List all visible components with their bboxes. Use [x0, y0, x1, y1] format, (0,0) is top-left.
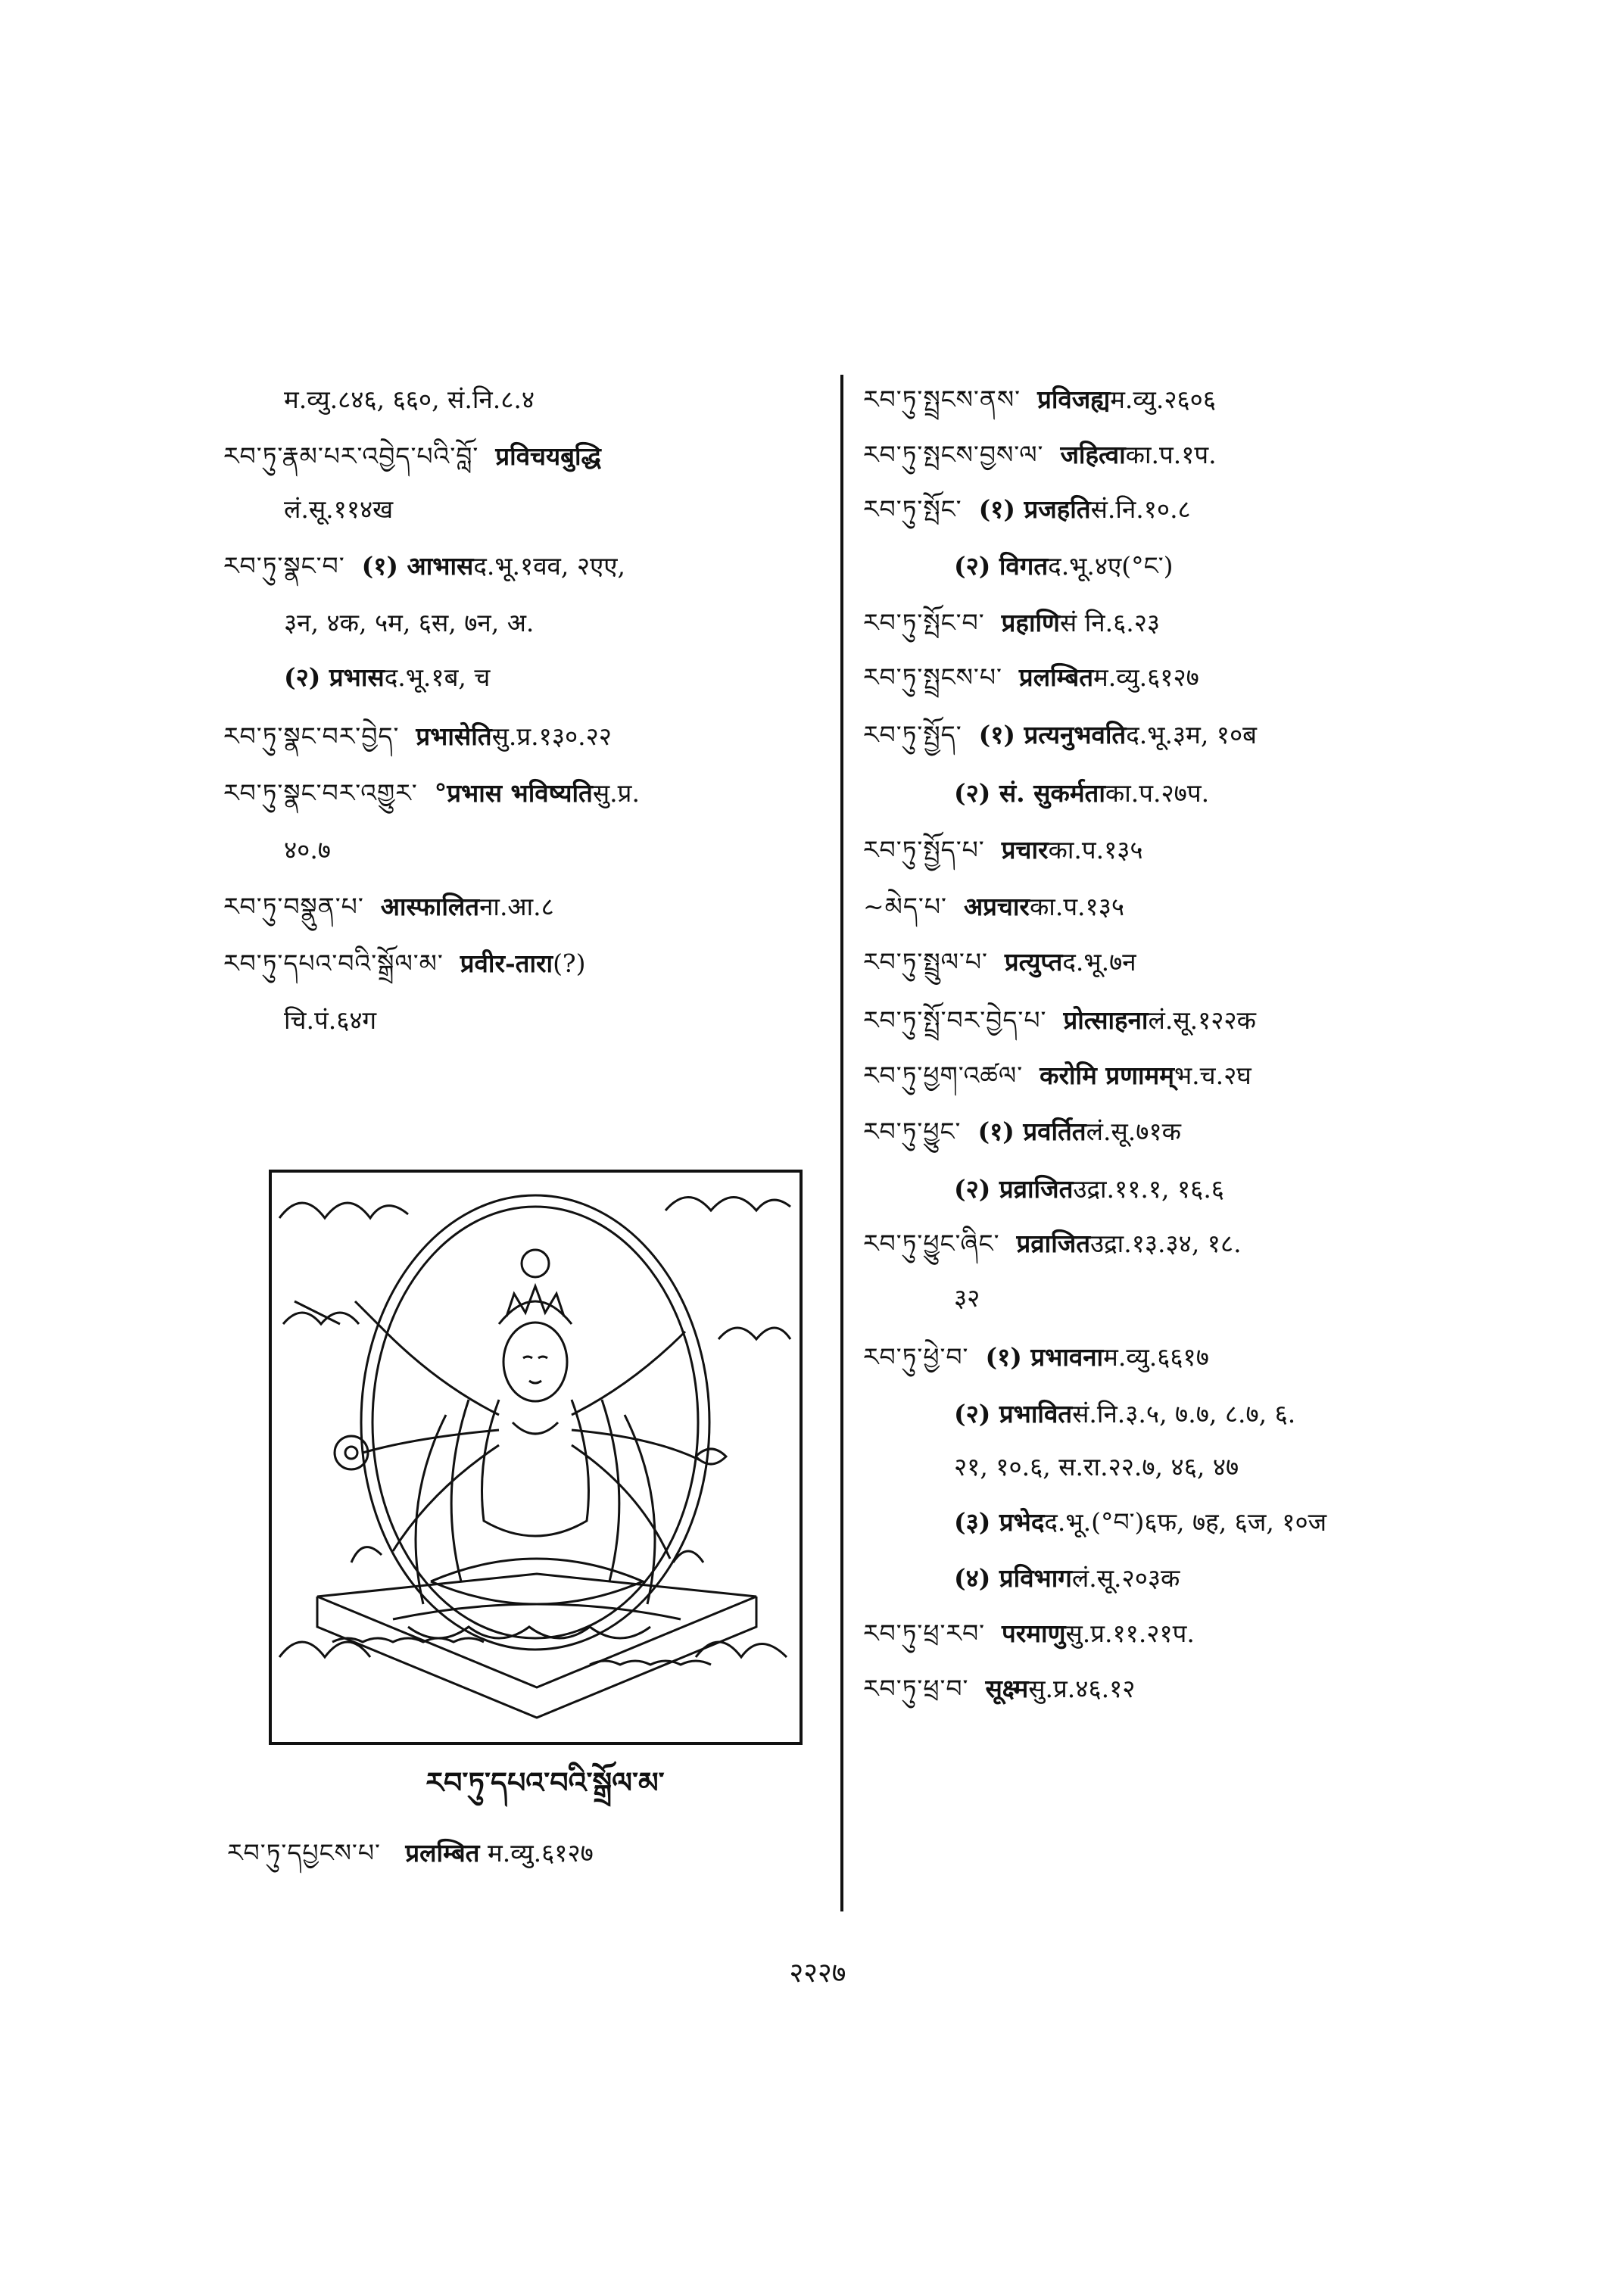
sanskrit-term: प्रविजह्य	[1037, 385, 1111, 414]
sanskrit-term: प्रत्युप्त	[1004, 947, 1063, 977]
sanskrit-term: प्रवीर-तारा	[460, 949, 553, 978]
tibetan-term: རབ་ཏུ་ཕྲ་བ་	[863, 1674, 969, 1703]
entry-line	[863, 660, 1199, 695]
sanskrit-term: करोमि प्रणामम्	[1040, 1061, 1174, 1090]
entry-line	[863, 1671, 1135, 1706]
reference: द.भू.३म, १०ब	[1126, 720, 1257, 749]
reference: म.व्यु.२६०६	[1110, 385, 1216, 414]
reference: द.भू.७न	[1062, 947, 1136, 977]
reference: का.प.१३५	[1029, 892, 1125, 921]
sanskrit-term: सूक्ष्म	[985, 1674, 1029, 1703]
entry-line	[863, 1616, 1195, 1651]
reference: ३न, ४क, ५म, ६स, ७न, अ.	[284, 608, 535, 637]
reference: का.प.१प.	[1125, 440, 1217, 469]
sanskrit-term: प्रोत्साहना	[1063, 1005, 1149, 1035]
entry-line	[284, 606, 534, 640]
tibetan-term: རབ་ཏུ་ཕྱེ་བ་	[863, 1342, 969, 1372]
reference: सं नि.६.२३	[1059, 608, 1161, 637]
reference: लं.सू.७१क	[1086, 1117, 1181, 1146]
entry-line	[954, 549, 1174, 584]
sanskrit-term: (४) प्रविभाग	[954, 1563, 1072, 1593]
tibetan-term: རབ་ཏུ་སྤྲུལ་པ་	[863, 947, 988, 977]
sanskrit-term: (१) प्रजहति	[978, 494, 1091, 524]
entry-line	[284, 492, 393, 527]
reference: सु.प्र.४६.१२	[1028, 1674, 1136, 1703]
entry-line	[863, 833, 1143, 868]
sanskrit-term: आस्फालित	[380, 892, 480, 921]
entry-line	[863, 1114, 1181, 1149]
sanskrit-term: (३) प्रभेद	[954, 1507, 1045, 1537]
sanskrit-term: प्रविचयबुद्धि	[495, 441, 601, 471]
entry-line	[863, 1340, 1209, 1375]
reference: द.भू.४ए(°ང་)	[1048, 551, 1174, 581]
sanskrit-term: परमाणु	[1002, 1618, 1066, 1648]
column-divider	[840, 375, 843, 1911]
tibetan-term: རབ་ཏུ་ཕྱག་འཚལ་	[863, 1061, 1024, 1090]
tibetan-term: རབ་ཏུ་སྤྲངས་ནས་	[863, 385, 1021, 414]
entry-line	[223, 439, 601, 474]
entry-line	[954, 1561, 1180, 1596]
sanskrit-term: (१) प्रभावना	[985, 1342, 1104, 1372]
reference: का.प.२७प.	[1105, 778, 1210, 808]
tibetan-term: རབ་ཏུ་སྤྲངས་པ་	[863, 662, 1002, 692]
reference: ना.आ.८	[479, 892, 554, 921]
reference: २१, १०.६, स.रा.२२.७, ४६, ४७	[954, 1452, 1239, 1481]
reference: उद्रा.१३.३४, १८.	[1090, 1229, 1242, 1258]
tibetan-term: རབ་ཏུ་སྣང་བར་བྱེད་	[223, 721, 400, 751]
entry-line	[284, 1003, 376, 1038]
entry-line	[863, 1226, 1242, 1261]
sanskrit-term: प्रलम्बित	[1018, 662, 1093, 692]
reference: सं.नि.१०.८	[1090, 494, 1191, 524]
tibetan-term: རབ་ཏུ་སྣང་བར་འགྱུར་	[223, 778, 418, 808]
entry-line	[954, 1172, 1224, 1207]
tibetan-term: རབ་ཏུ་སྤོང་བ་	[863, 608, 985, 637]
reference: द.भू.१वव, २एए,	[473, 551, 626, 581]
reference: द.भू.१ब, च	[384, 662, 491, 692]
deity-drawing	[272, 1173, 800, 1742]
tibetan-term: རབ་ཏུ་ཕྲ་རབ་	[863, 1618, 986, 1648]
tibetan-term: རབ་ཏུ་སྤངས་བྱས་ལ་	[863, 440, 1044, 469]
entry-line	[223, 549, 625, 584]
sanskrit-term: (२) प्रभावित	[954, 1399, 1073, 1428]
reference: उद्रा.११.१, १६.६	[1073, 1174, 1224, 1204]
entry-line	[863, 492, 1191, 527]
tibetan-term: རབ་ཏུ་སྤྱོད་པ་	[863, 835, 985, 865]
page-number: २२२७	[789, 1958, 846, 1989]
reference: म.व्यु.६६१७	[1103, 1342, 1209, 1372]
entry-line	[284, 660, 490, 695]
entry-line	[863, 1058, 1252, 1093]
sanskrit-term: अप्रचार	[963, 892, 1030, 921]
sanskrit-term: (१) प्रत्यनुभवति	[978, 720, 1127, 749]
tibetan-term: རབ་ཏུ་དཔའ་བའི་སྒྲོལ་མ་	[223, 949, 444, 978]
entry-line	[863, 606, 1160, 640]
entry-line	[227, 1836, 594, 1871]
tibetan-term: རབ་ཏུ་སྣང་བ་	[223, 551, 345, 581]
reference: ४०.७	[284, 835, 331, 865]
sanskrit-term: °प्रभास भविष्यति	[434, 778, 593, 808]
reference: सं.नि.३.५, ७.७, ८.७, ६.	[1072, 1399, 1296, 1428]
tibetan-term: རབ་ཏུ་བསྣུན་པ་	[223, 892, 364, 921]
entry-line	[223, 889, 554, 924]
reference: सु.प्र.	[592, 778, 640, 808]
sanskrit-term: (१) आभास	[361, 551, 474, 581]
entry-line	[954, 1505, 1326, 1540]
reference: लं.सू.१२२क	[1148, 1005, 1256, 1035]
reference: का.प.१३५	[1048, 835, 1143, 865]
sanskrit-term: प्रहाणि	[1001, 608, 1060, 637]
entry-line	[223, 719, 612, 754]
sanskrit-term: (२) सं. सुकर्मता	[954, 778, 1105, 808]
tibetan-term: རབ་ཏུ་སྤོང་	[863, 494, 962, 524]
tibetan-term: རབ་ཏུ་དཔྱངས་པ་	[227, 1838, 381, 1868]
entry-line	[863, 889, 1124, 924]
entry-line	[863, 1003, 1256, 1038]
tibetan-term: རབ་ཏུ་ཕྱུང་	[863, 1117, 962, 1146]
reference: ३२	[954, 1283, 980, 1313]
reference: लं.सू.११४ख	[284, 494, 394, 524]
entry-line	[863, 718, 1257, 752]
tara-illustration	[269, 1170, 803, 1745]
tibetan-term: རབ་ཏུ་སྤྱོད་	[863, 720, 962, 749]
sanskrit-term: जहित्वा	[1060, 440, 1126, 469]
entry-line	[954, 1397, 1295, 1432]
reference: लं.सू.२०३क	[1071, 1563, 1180, 1593]
reference: (?)	[553, 949, 586, 978]
entry-line	[223, 946, 586, 981]
sanskrit-term: (१) प्रवर्तित	[977, 1117, 1086, 1146]
tibetan-term: རབ་ཏུ་རྣམ་པར་འབྱེད་པའི་བློ་	[223, 441, 479, 471]
reference: चि.पं.६४ग	[284, 1005, 377, 1035]
reference: म.व्यु.६१२७	[487, 1838, 594, 1868]
reference: भ.च.२घ	[1174, 1061, 1252, 1090]
tibetan-term: ~མེད་པ་	[863, 892, 947, 921]
entry-line	[954, 1281, 980, 1316]
entry-line	[284, 833, 331, 868]
entry-line	[954, 1450, 1239, 1485]
entry-line	[284, 382, 535, 417]
sanskrit-term: प्रव्राजित	[1016, 1229, 1091, 1258]
reference: द.भू.(°བ་)६फ, ७ह, ६ज, १०ज	[1044, 1507, 1327, 1537]
entry-line	[863, 438, 1217, 472]
sanskrit-term: (२) प्रव्राजित	[954, 1174, 1074, 1204]
entry-line	[863, 382, 1216, 417]
sanskrit-term: प्रचार	[1001, 835, 1049, 865]
reference: सु.प्र.१३०.२२	[491, 721, 612, 751]
sanskrit-term: प्रभासेति	[416, 721, 492, 751]
sanskrit-term: (२) विगत	[954, 551, 1049, 581]
entry-line	[223, 776, 640, 811]
reference: म.व्यु.८४६, ६६०, सं.नि.८.४	[284, 385, 535, 414]
sanskrit-term: प्रलम्बित	[405, 1838, 480, 1868]
reference: सु.प्र.११.२१प.	[1065, 1618, 1195, 1648]
tibetan-term: རབ་ཏུ་ཕྱུང་ཞིང་	[863, 1229, 1000, 1258]
reference: म.व्यु.६१२७	[1093, 662, 1199, 692]
entry-line	[954, 776, 1209, 811]
illustration-caption: རབ་ཏུ་དཔའ་བའི་སྒྲོལ་མ་	[425, 1765, 665, 1799]
entry-line	[863, 945, 1136, 980]
tibetan-term: རབ་ཏུ་སྤྲོ་བར་བྱེད་པ་	[863, 1005, 1047, 1035]
sanskrit-term: (२) प्रभास	[284, 662, 385, 692]
